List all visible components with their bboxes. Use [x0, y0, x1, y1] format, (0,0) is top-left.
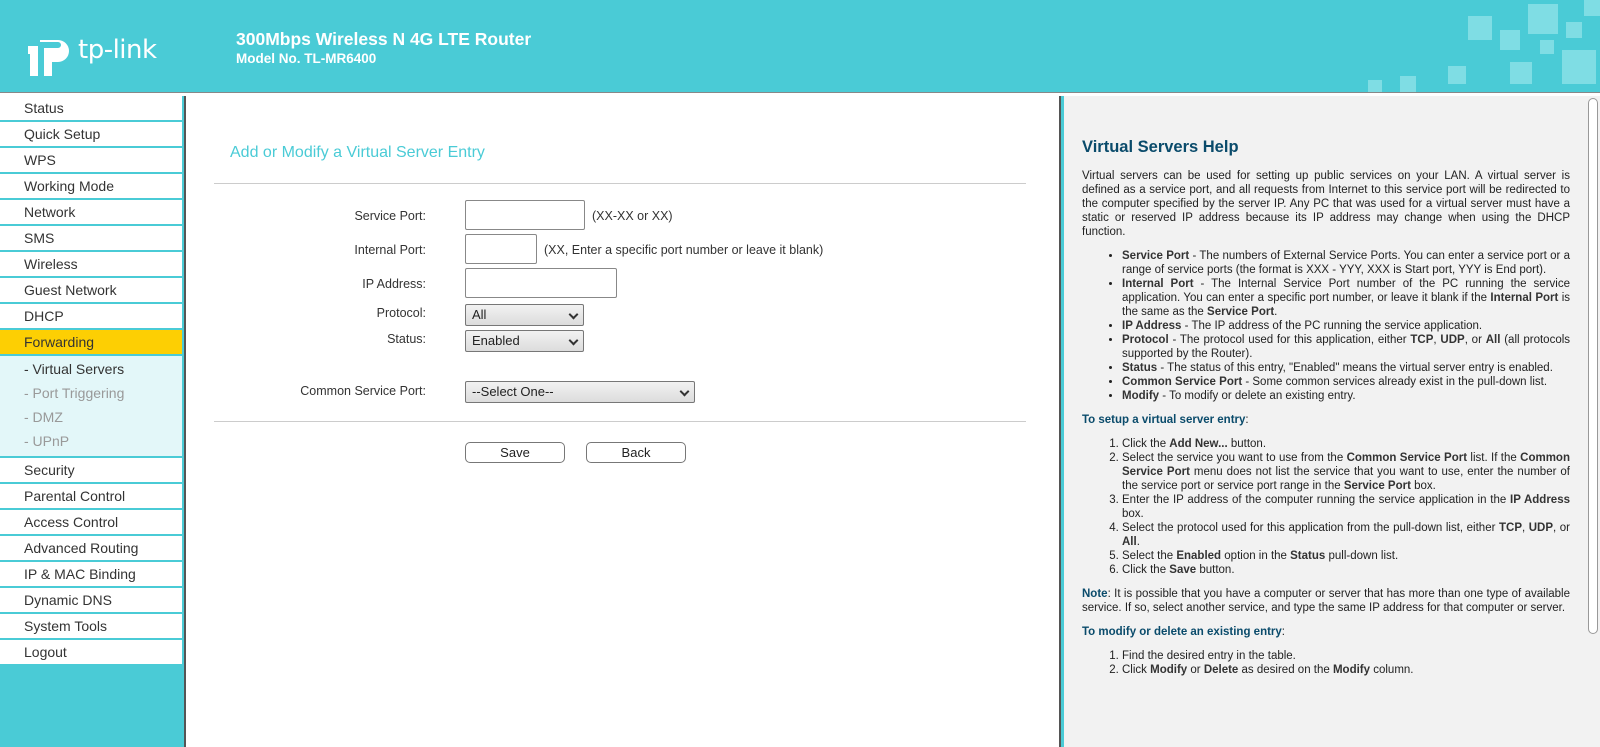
sidebar-item-dynamic-dns[interactable]: Dynamic DNS	[0, 588, 182, 614]
help-title: Virtual Servers Help	[1082, 138, 1239, 156]
sidebar-item-guest-network[interactable]: Guest Network	[0, 278, 182, 304]
help-panel	[1064, 96, 1586, 747]
help-modify-heading: To modify or delete an existing entry:	[1082, 626, 1285, 638]
ip-address-input[interactable]	[465, 268, 617, 298]
help-modify-steps	[1122, 649, 1570, 677]
sidebar-item-dhcp[interactable]: DHCP	[0, 304, 182, 330]
help-item: • IP Address - The IP address of the PC running the service application.	[1122, 319, 1570, 333]
sidebar-item-working-mode[interactable]: Working Mode	[0, 174, 182, 200]
sidebar-item-forwarding[interactable]: Forwarding	[0, 330, 182, 356]
help-step: 4. Select the protocol used for this application from the pull-down list, either TCP, UDP, or All.	[1122, 521, 1570, 549]
model-number: Model No. TL-MR6400	[236, 51, 377, 66]
sidebar-item-quick-setup[interactable]: Quick Setup	[0, 122, 182, 148]
tp-link-logo[interactable]	[24, 28, 157, 78]
common-service-port-label: Common Service Port:	[300, 384, 426, 398]
sidebar-item-ip-mac-binding[interactable]: IP & MAC Binding	[0, 562, 182, 588]
sidebar-item-logout[interactable]: Logout	[0, 640, 182, 666]
help-item: • Service Port - The numbers of External Service Ports. You can enter a service port or a range of service ports (the format is XXX - YYY, XXX is Start port, YYY is End port).	[1122, 249, 1570, 277]
sidebar-item-parental-control[interactable]: Parental Control	[0, 484, 182, 510]
help-item: • Protocol - The protocol used for this application, either TCP, UDP, or All (all protocols supported by the Router).	[1122, 333, 1570, 361]
header	[0, 0, 1600, 92]
status-select[interactable]	[465, 330, 584, 352]
help-step: 2. Click Modify or Delete as desired on the Modify column.	[1122, 663, 1570, 677]
common-service-port-select[interactable]	[465, 381, 695, 403]
sidebar-item-system-tools[interactable]: System Tools	[0, 614, 182, 640]
sidebar-subitem-upnp[interactable]: - UPnP	[24, 433, 70, 449]
help-step: 3. Enter the IP address of the computer running the service application in the IP Address box.	[1122, 493, 1570, 521]
sidebar-item-access-control[interactable]: Access Control	[0, 510, 182, 536]
sidebar-item-network[interactable]: Network	[0, 200, 182, 226]
service-port-input[interactable]	[465, 200, 585, 230]
internal-port-hint: (XX, Enter a specific port number or leave it blank)	[544, 243, 824, 257]
help-step: 5. Select the Enabled option in the Status pull-down list.	[1122, 549, 1570, 563]
sidebar-item-wireless[interactable]: Wireless	[0, 252, 182, 278]
help-setup-steps	[1122, 437, 1570, 577]
help-item: • Modify - To modify or delete an existing entry.	[1122, 389, 1570, 403]
chevron-down-icon	[569, 336, 579, 346]
help-step: 6. Click the Save button.	[1122, 563, 1570, 577]
chevron-down-icon	[569, 310, 579, 320]
sidebar-item-advanced-routing[interactable]: Advanced Routing	[0, 536, 182, 562]
status-select-value: Enabled	[472, 333, 520, 348]
sidebar-subitem-virtual-servers[interactable]: - Virtual Servers	[24, 361, 125, 377]
header-decoration	[1340, 0, 1600, 92]
help-step: 2. Select the service you want to use from the Common Service Port list. If the Common Service Port menu does not list the service that you want to use, enter the number of the service port or service port range in the Service Port box.	[1122, 451, 1570, 493]
product-title: 300Mbps Wireless N 4G LTE Router	[236, 29, 532, 49]
internal-port-label: Internal Port:	[354, 243, 426, 257]
help-item: • Internal Port - The Internal Service Port number of the PC running the service application. You can enter a specific port number, or leave it blank if the Internal Port is the same as the Service Port.	[1122, 277, 1570, 319]
divider-bottom	[214, 421, 1026, 422]
sidebar-subitem-dmz[interactable]: - DMZ	[24, 409, 63, 425]
sidebar-item-wps[interactable]: WPS	[0, 148, 182, 174]
help-note: Note: It is possible that you have a computer or server that has more than one type of available service. If so, select another service, and type the same IP address for that computer or server.	[1082, 588, 1570, 614]
tp-link-logo-icon	[24, 28, 76, 78]
protocol-select[interactable]	[465, 304, 584, 326]
help-step: 1. Click the Add New... button.	[1122, 437, 1570, 451]
protocol-select-value: All	[472, 307, 487, 322]
sidebar-item-security[interactable]: Security	[0, 458, 182, 484]
page-title: Add or Modify a Virtual Server Entry	[230, 144, 485, 161]
help-setup-heading: To setup a virtual server entry:	[1082, 414, 1249, 426]
help-scrollbar-thumb[interactable]	[1588, 98, 1598, 634]
service-port-hint: (XX-XX or XX)	[592, 209, 673, 223]
protocol-label: Protocol:	[376, 306, 426, 320]
sidebar-menu	[0, 96, 182, 747]
common-service-port-value: --Select One--	[472, 384, 554, 399]
back-button[interactable]: Back	[586, 442, 686, 463]
ip-address-label: IP Address:	[362, 277, 426, 291]
forwarding-submenu	[0, 356, 182, 458]
help-intro: Virtual servers can be used for setting up public services on your LAN. A virtual server is defined as a service port, and all requests from Internet to this service port will be redirected to the computer specified by the server IP. Any PC that was used for a virtual server must have a static or reserved IP address because its IP address may change when using the DHCP function.	[1082, 170, 1570, 238]
help-item: • Common Service Port - Some common services already exist in the pull-down list.	[1122, 375, 1570, 389]
main-content	[184, 96, 1061, 747]
sidebar-item-sms[interactable]: SMS	[0, 226, 182, 252]
logo-text: tp-link	[78, 35, 157, 65]
internal-port-input[interactable]	[465, 234, 537, 264]
divider-top	[214, 183, 1026, 184]
help-item: • Status - The status of this entry, "Enabled" means the virtual server entry is enabled.	[1122, 361, 1570, 375]
help-field-list	[1122, 249, 1570, 403]
service-port-label: Service Port:	[354, 209, 426, 223]
sidebar-item-status[interactable]: Status	[0, 96, 182, 122]
sidebar-subitem-port-triggering[interactable]: - Port Triggering	[24, 385, 125, 401]
chevron-down-icon	[680, 387, 690, 397]
help-step: 1. Find the desired entry in the table.	[1122, 649, 1570, 663]
save-button[interactable]: Save	[465, 442, 565, 463]
status-label: Status:	[387, 332, 426, 346]
